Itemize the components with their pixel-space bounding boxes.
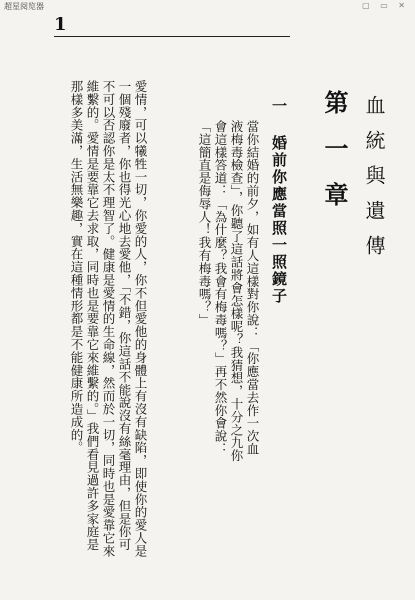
paragraph-2: 愛情，可以犧牲一切，你愛的人，你不但愛他的身體上有沒有缺陷，即使你的愛人是一個殘廢者，你也得光心地去愛他，「不錯，你這話不能說沒有絲毫理由，但是你可不可以否認你是太不理智了。健康是愛情的生命線，然而於一切，同時也是愛靠它來維繫的。愛情是要靠它去求取，同時也是要靠它來維繫的。」我們看見過許多家庭是那樣多美滿，生活無樂趣，實在這種情形都是不能健康所造成的。: [69, 80, 148, 558]
chapter-subtitle: 血統與遺傳: [362, 95, 386, 270]
paragraph-1: 當你結婚的前夕，如有人這樣對你說：「你應當去作一次血液梅毒檢查」，你聽了這話將會怎樣呢？我猜想，十分之九你會這樣答道：「為什麼？我會有梅毒嗎？」再不然你會說：「這簡直是侮辱人！我有梅毒嗎？」: [197, 120, 260, 463]
viewer-label: 超星阅览器: [4, 2, 44, 11]
header-rule: [54, 36, 290, 37]
page-number: 1: [54, 14, 67, 35]
chapter-title: 第一章: [320, 90, 349, 228]
window-controls-icon[interactable]: ▢ ▭ ✕: [362, 1, 409, 10]
section-title: 一 婚前你應當照一照鏡子: [270, 98, 288, 305]
viewer-toolbar: [0, 0, 415, 14]
